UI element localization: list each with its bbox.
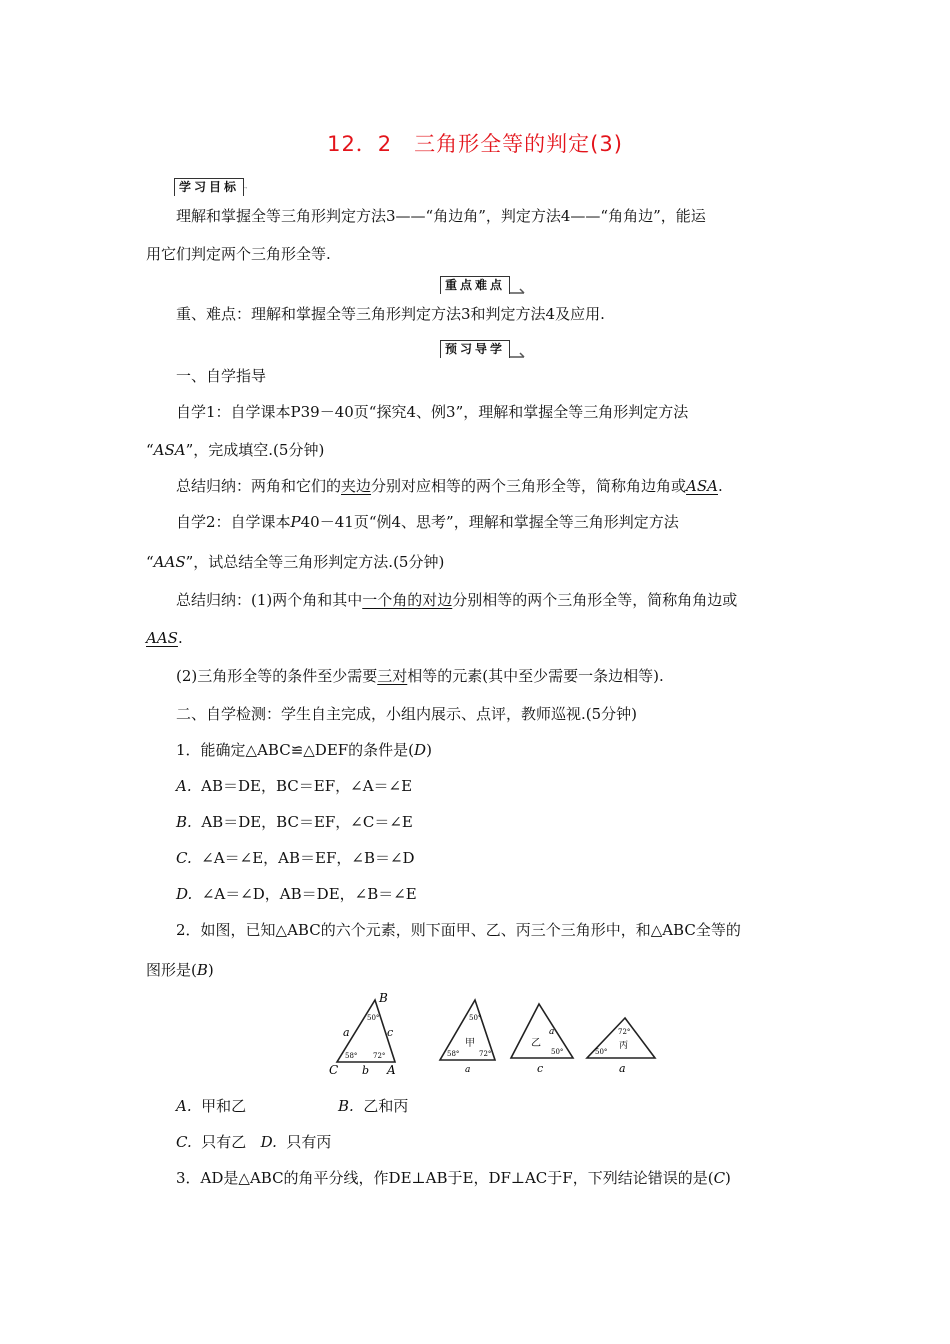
text-span: . xyxy=(718,477,723,495)
goal-line-1: 理解和掌握全等三角形判定方法3——“角边角”，判定方法4——“角角边”，能运 xyxy=(176,207,706,225)
italic-term: P xyxy=(290,513,301,531)
option-text: ∠A＝∠E，AB＝EF，∠B＝∠D xyxy=(201,849,415,867)
self-study-1-line-1: 自学1：自学课本P39－40页“探究4、例3”，理解和掌握全等三角形判定方法 xyxy=(176,403,689,421)
text-span: 总结归纳：(1)两个角和其中 xyxy=(176,591,363,609)
text-span: 相等的元素(其中至少需要一条边相等). xyxy=(407,667,664,685)
option-letter: D. xyxy=(176,885,193,903)
option-letter: D. xyxy=(260,1133,277,1151)
q1-option-c xyxy=(176,848,415,868)
q1-option-a xyxy=(176,776,412,796)
summary-2-cont xyxy=(146,628,183,648)
answer-letter: B xyxy=(196,961,208,979)
triangle-jia xyxy=(440,1000,495,1075)
label-side: a xyxy=(619,1062,626,1075)
text-span: 1．能确定△ABC≌△DEF的条件是( xyxy=(176,741,415,759)
text-span: 分别相等的两个三角形全等，简称角角边或 xyxy=(452,591,738,609)
page-title: 12．2 三角形全等的判定(3) xyxy=(327,132,623,156)
text-span: 分别对应相等的两个三角形全等，简称角边角或 xyxy=(371,477,687,495)
option-letter: B. xyxy=(338,1097,354,1115)
answer-blank: ASA xyxy=(686,477,718,495)
option-letter: C. xyxy=(176,849,192,867)
question-1 xyxy=(176,740,432,760)
q2-options-row-1 xyxy=(176,1096,246,1116)
option-text: ∠A＝∠D，AB＝DE，∠B＝∠E xyxy=(201,885,417,903)
answer-letter: C xyxy=(713,1169,726,1187)
text-span: ) xyxy=(725,1169,731,1187)
self-study-1-line-2 xyxy=(146,440,324,460)
text-span: 40－41页“例4、思考”，理解和掌握全等三角形判定方法 xyxy=(300,513,679,531)
triangle-name: 乙 xyxy=(531,1038,541,1049)
text-span: “ xyxy=(146,553,154,571)
option-text: 只有乙 xyxy=(201,1133,247,1151)
option-text: AB＝DE，BC＝EF，∠C＝∠E xyxy=(201,813,413,831)
answer-blank: AAS xyxy=(146,629,178,647)
q2-options-row-2 xyxy=(176,1132,331,1152)
q2-options-row-1b xyxy=(338,1096,408,1116)
section-tag-label: 预习导学 xyxy=(440,340,510,358)
arrow-icon xyxy=(510,338,530,358)
angle-B: 50° xyxy=(367,1014,380,1022)
section-tag-label: 学习目标 xyxy=(174,178,244,196)
answer-blank: 一个角的对边 xyxy=(362,591,453,609)
text-span: . xyxy=(177,629,183,647)
angle: 50° xyxy=(551,1048,564,1056)
label-side-a: a xyxy=(343,1026,350,1039)
answer-letter: D xyxy=(414,741,427,759)
answer-blank: 三对 xyxy=(377,667,408,685)
text-span: 3．AD是△ABC的角平分线，作DE⊥AB于E，DF⊥AC于F，下列结论错误的是( xyxy=(176,1169,714,1187)
text-span: ) xyxy=(207,961,214,979)
angle-top: 72° xyxy=(618,1028,631,1036)
q1-option-d xyxy=(176,884,417,904)
angle-top: 50° xyxy=(469,1014,482,1022)
self-study-2-line-2 xyxy=(146,552,444,572)
option-text: 只有丙 xyxy=(286,1133,332,1151)
arrow-icon xyxy=(510,274,530,294)
text-span: 图形是( xyxy=(146,961,197,979)
triangle-bing xyxy=(587,1018,655,1075)
answer-blank: 夹边 xyxy=(341,477,372,495)
guide-heading: 一、自学指导 xyxy=(176,367,267,385)
option-letter: A. xyxy=(176,777,192,795)
triangles-figure xyxy=(325,990,665,1076)
label-side-b: b xyxy=(362,1064,370,1076)
option-text: 甲和乙 xyxy=(201,1097,247,1115)
label-A: A xyxy=(387,1063,396,1076)
text-span: ) xyxy=(426,741,432,759)
summary-1 xyxy=(176,476,723,496)
triangle-name: 丙 xyxy=(619,1041,629,1051)
text-span: 自学2：自学课本 xyxy=(176,513,291,531)
question-2-line-1: 2．如图，已知△ABC的六个元素，则下面甲、乙、丙三个三角形中，和△ABC全等的 xyxy=(176,921,741,939)
section-tag-preview xyxy=(440,338,530,358)
question-2-line-2 xyxy=(146,960,214,980)
label-side-c: c xyxy=(537,1062,544,1075)
angle-C: 58° xyxy=(345,1052,358,1060)
goal-line-2: 用它们判定两个三角形全等. xyxy=(146,245,331,263)
self-study-2-line-1 xyxy=(176,512,679,532)
angle-left: 58° xyxy=(447,1050,460,1058)
summary-2 xyxy=(176,590,737,610)
label-B: B xyxy=(379,991,388,1005)
text-span: “ xyxy=(146,441,154,459)
q1-option-b xyxy=(176,812,413,832)
angle-left: 50° xyxy=(595,1048,608,1056)
option-text: AB＝DE，BC＝EF，∠A＝∠E xyxy=(201,777,413,795)
option-letter: C. xyxy=(176,1133,192,1151)
label-side: a xyxy=(465,1065,471,1075)
italic-term: ASA xyxy=(153,441,186,459)
arrow-icon xyxy=(244,176,264,196)
option-letter: A. xyxy=(176,1097,192,1115)
option-text: 乙和丙 xyxy=(363,1097,409,1115)
text-span: ”，完成填空.(5分钟) xyxy=(185,441,325,459)
text-span: (2)三角形全等的条件至少需要 xyxy=(176,667,378,685)
triangle-name: 甲 xyxy=(465,1038,475,1049)
question-3 xyxy=(176,1168,731,1188)
section-tag-goals xyxy=(174,176,264,196)
triangle-abc xyxy=(329,991,396,1076)
key-text: 重、难点：理解和掌握全等三角形判定方法3和判定方法4及应用. xyxy=(176,305,605,323)
angle-A: 72° xyxy=(373,1052,386,1060)
section-tag-label: 重点难点 xyxy=(440,276,510,294)
summary-3 xyxy=(176,666,664,686)
label-side-a: a xyxy=(549,1027,555,1037)
section-tag-keypoints xyxy=(440,274,530,294)
text-span: 总结归纳：两角和它们的 xyxy=(176,477,342,495)
label-C: C xyxy=(329,1063,339,1076)
triangle-yi xyxy=(511,1004,573,1075)
option-letter: B. xyxy=(176,813,192,831)
italic-term: AAS xyxy=(153,553,186,571)
text-span: ”，试总结全等三角形判定方法.(5分钟) xyxy=(185,553,445,571)
check-heading: 二、自学检测：学生自主完成，小组内展示、点评，教师巡视.(5分钟) xyxy=(176,705,638,723)
label-side-c: c xyxy=(387,1026,394,1039)
angle-right: 72° xyxy=(479,1050,492,1058)
